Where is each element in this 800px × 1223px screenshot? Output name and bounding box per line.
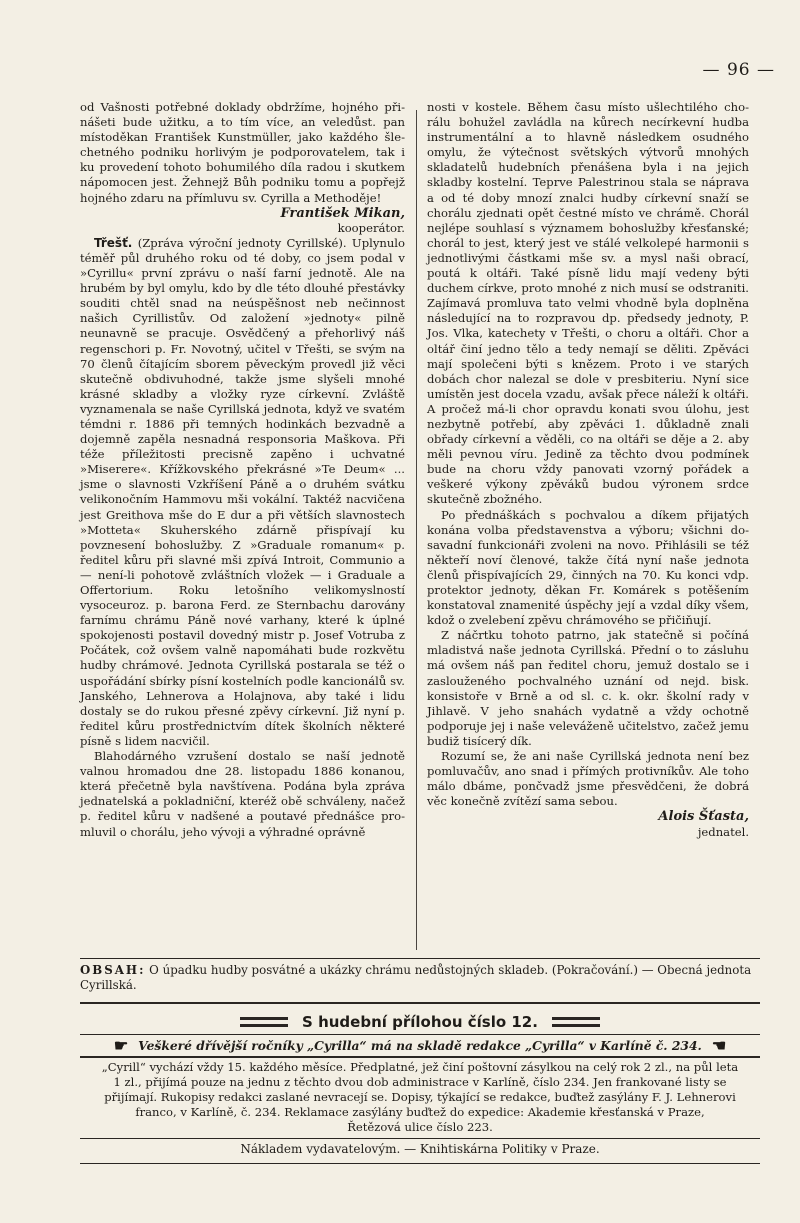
paragraph: Rozumí se, že ani naše Cyrillská jednota není bez pomluvačův, ano snad i přímých protivníkův. Ale toho málo dbáme, pončvadž jsme přesvědčeni, že dobrá věc konečně zvítězí sama sebou.	[427, 749, 749, 809]
pointing-hand-left-icon: ☚	[711, 1035, 727, 1055]
double-bar-icon	[240, 1017, 288, 1027]
signature-role: kooperátor.	[337, 220, 405, 235]
publisher-line: Nákladem vydavatelovým. — Knihtiskárna Politiky v Praze.	[240, 1142, 600, 1156]
divider	[80, 1163, 760, 1164]
contents-label: OBSAH:	[80, 963, 146, 977]
place-heading: Třešť.	[94, 235, 133, 250]
paragraph: nosti v kostele. Během času místo ušlechtilého chorálu bohužel zavládla na kůrech necírkevní hudba instrumentální a to hlavně následkem osudného omylu, že výtečnost světských výtvorů mnohých skladatelů hudebních přenášena byla i na jejich skladby kostelní. Teprve Palestrinou stala se náprava a od té doby mnozí znalci hudby církevní snaží se chorálu zjednati opět čestné místo ve chrámě. Chorál nejlépe souhlasí s významem bohoslužby křesťanské; chorál to jest, který jest ve stálé velkolepé harmonii s jednotlivými částkami mše sv. a mysl naši obrací, poutá k oltáři. Také písně lidu mají vedeny býti duchem církve, proto mnohé z nich musí se odstraniti. Zajímavá promluva tato velmi vhodně byla doplněna následující na to rozpravou dp. předsedy jednoty, P. Jos. Vlka, katechety v Třešti, o choru a oltáři. Chor a oltář činí jedno tělo a tedy nemají se děliti. Zpěváci mají společeni býti s knězem. Proto i ve starých dobách chor nalezal se dole v presbiteriu. Nyní sice umístěn jest docela vzadu, avšak přece náleží k oltáři. A pročež má-li chor opravdu konati svou úlohu, jest nezbytně potřebí, aby zpěváci 1. důkladně znali obřady církevní a věděli, co na oltáři se děje a 2. aby měli pevnou víru. Jedině za těchto dvou podmínek bude na choru vždy panovati vzorný pořádek a veškeré výkony zpěváků budou výronem srdce skutečně zbožného.	[427, 100, 749, 507]
page-number: — 96 —	[702, 60, 775, 80]
subscription-info	[80, 1060, 760, 1135]
banner-title: S hudební přílohou číslo 12.	[302, 1013, 538, 1031]
signature-name: Alois Šťasta,	[658, 809, 749, 825]
double-bar-icon	[552, 1017, 600, 1027]
right-column	[427, 100, 749, 840]
paragraph: Blahodárného vzrušení dostalo se naší jednotě valnou hromadou dne 28. listopadu 1886 konanou, která přečetně byla navštívena. Podána byla zpráva jednatelská a pokladniční, kteréž obě schváleny, načež p. ředitel kůru v nadšené a poutavé přednášce promluvil o chorálu, jeho vývoji a výhradné oprávně	[80, 749, 405, 839]
paragraph: Z náčrtku tohoto patrno, jak statečně si počíná mladistvá naše jednota Cyrillská. Přední o to zásluhu má ovšem náš pan ředitel choru, jemuž dostalo se i zaslouženého pochvalného uznání od nejd. bisk. konsistoře v Brně a od sl. c. k. okr. školní rady v Jihlavě. V jeho snahách vydatně a vždy ochotně podporuje jej i naše veleváženě učitelstvo, začež jemu budiž tisícerý dík.	[427, 628, 749, 748]
signature-role: jednatel.	[697, 824, 749, 839]
contents	[80, 963, 760, 993]
info-line: Řetězová ulice číslo 223.	[347, 1120, 493, 1134]
article-text: (Zpráva výroční jednoty Cyrillské). Uplynulo téměř půl druhého roku od té doby, co jsem podal v »Cyrillu« první zprávu o naší farní jednotě. Ale na hrubém by byl omylu, kdo by dle této dlouhé přestávky souditi chtěl snad na neúspěšnost neb nečinnost našich Cyrillistův. Od založení »jednoty« pilně neunavně se pracuje. Osvědčený a přehorlivý náš regenschori p. Fr. Novotný, učitel v Třešti, se svým na 70 členů čítajícím sborem pěveckým provedl již věci skutečně obdivuhodné, takže jsme slyšeli mnohé krásné skladby a vložky ryze církevní. Zvláště vyznamenala se naše Cyrillská jednota, když ve svatém témdni r. 1886 při temných hodinkách bezvadně a dojemně zapěla nesnadná responsoria Maškova. Při téže příležitosti precisně zapěno i uchvatné »Miserere«. Křížkovského překrásné »Te Deum« ... jsme o slavnosti Vzkříšení Páně a o druhém svátku velikonočním Hammovu mši vokální. Taktéž nacvičena jest Greithova mše do E dur a při větších slavnostech »Motteta« Skuherského zdárně přispívají ku povznesení bohoslužby. Z »Graduale romanum« p. ředitel kůru při slavné mši zpívá Introit, Communio a — není-li pohotově zvláštních vložek — i Graduale a Offertorium. Roku letošního velikomyslností vysoceuroz. p. barona Ferd. ze Sternbachu darovány farnímu chrámu Páně nové varhany, které k úplné spokojenosti postavil dovedný mistr p. Josef Votruba z Počátek, což ovšem valně napomáhati bude rozkvětu hudby chrámové. Jednota Cyrillská postarala se též o uspořádání sbírky písní kostelních podle kancionálů sv. Janského, Lehnerova a Holajnova, aby také i lidu dostaly se do rukou přesné zpěvy církevní. Již nyní p. ředitel kůru prostřednictvím dítek školních některé písně s lidem nacvičil.	[80, 235, 405, 748]
supplement-banner	[80, 1008, 760, 1036]
signature-name: František Mikan,	[280, 205, 405, 221]
article-paragraph	[80, 236, 405, 749]
divider	[80, 958, 760, 959]
divider	[80, 1056, 760, 1058]
paragraph: Po přednáškách s pochvalou a díkem přijatých konána volba představenstva a výboru; všichni dosavadní funkcionáři zvoleni na novo. Přihlásili se též někteří noví členové, takže čítá nyní naše jednota členů přispívajících 29, činných na 70. Ku konci vdp. protektor jednoty, děkan Fr. Komárek s potěšením konstatoval znamenité úspěchy její a vzdal díky všem, kdož o zvelebení zpěvu chrámového se přičiňují.	[427, 507, 749, 628]
column-divider	[416, 110, 417, 950]
info-line: „Cyrill“ vychází vždy 15. každého měsíce. Předplatné, jež činí poštovní zásylkou na celý rok 2 zl., na půl leta	[101, 1060, 739, 1074]
info-line: franco, v Karlíně, č. 234. Reklamace zasýlány buďtež do expedice: Akademie křesťanská v Praze,	[135, 1105, 705, 1119]
notice	[80, 1034, 760, 1056]
divider	[80, 1002, 760, 1004]
notice-text: Veškeré dřívější ročníky „Cyrilla“ má na skladě redakce „Cyrilla“ v Karlíně č. 234.	[138, 1037, 702, 1053]
paragraph: od Vašnosti potřebné doklady obdržíme, hojného přinášeti bude užitku, a to tím více, an veledůst. pan místoděkan František Kunstmüller, jako každého šlechetného podniku horlivým je podporovatelem, tak i ku provedení tohoto bohumilého díla radou i skutkem nápomocen jest. Žehnejž Bůh podniku tomu a popřejž hojného zdaru na přímluvu sv. Cyrilla a Methoděje!	[80, 100, 405, 205]
info-line: přijímají. Rukopisy redakci zaslané nevracejí se. Dopisy, týkající se redakce, buďtež zasýlány F. J. Lehnerovi	[104, 1090, 736, 1104]
divider	[80, 1138, 760, 1139]
info-line: 1 zl., přijímá pouze na jednu z těchto dvou dob administrace v Karlíně, číslo 234. Jen frankované listy se	[113, 1075, 727, 1089]
contents-text: O úpadku hudby posvátné a ukázky chrámu nedůstojných skladeb. (Pokračování.) — Obecná jednota Cyrillská.	[80, 963, 752, 992]
pointing-hand-right-icon: ☛	[113, 1035, 129, 1055]
left-column	[80, 100, 405, 840]
